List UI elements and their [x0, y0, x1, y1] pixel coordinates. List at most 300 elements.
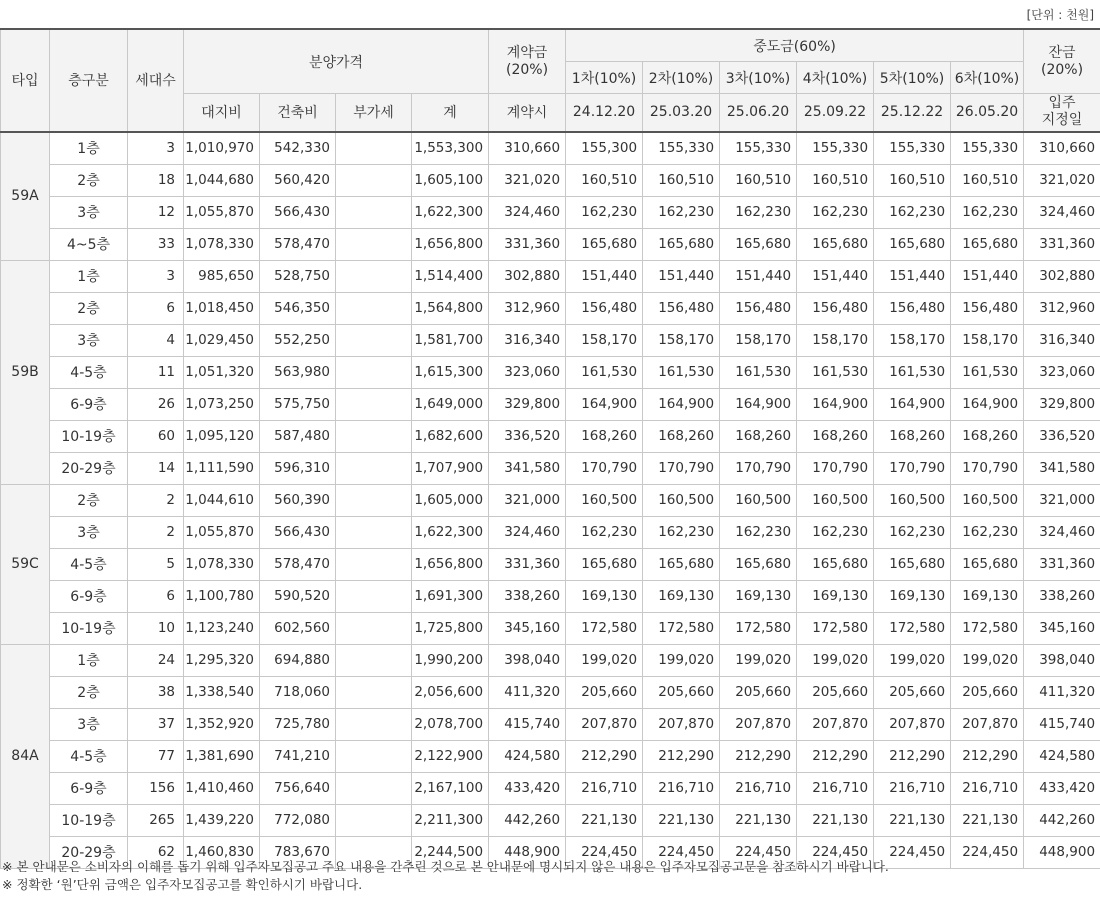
amount-cell: 162,230 [797, 196, 874, 228]
header-type: 타입 [1, 29, 50, 132]
floor-cell: 6-9층 [50, 580, 128, 612]
header-interim-date: 25.09.22 [797, 94, 874, 132]
amount-cell: 155,330 [951, 132, 1024, 165]
amount-cell: 1,029,450 [184, 324, 260, 356]
amount-cell: 312,960 [489, 292, 566, 324]
amount-cell [336, 644, 412, 676]
amount-cell: 207,870 [566, 708, 643, 740]
amount-cell: 164,900 [720, 388, 797, 420]
amount-cell: 162,230 [566, 516, 643, 548]
amount-cell: 323,060 [489, 356, 566, 388]
amount-cell: 221,130 [951, 804, 1024, 836]
amount-cell: 1,111,590 [184, 452, 260, 484]
amount-cell: 1,656,800 [412, 548, 489, 580]
amount-cell: 442,260 [1024, 804, 1100, 836]
units-cell: 265 [128, 804, 184, 836]
amount-cell: 331,360 [489, 228, 566, 260]
header-interim-group: 중도금(60%) [566, 29, 1024, 62]
header-land: 대지비 [184, 94, 260, 132]
units-cell: 77 [128, 740, 184, 772]
table-body [1, 132, 1100, 869]
amount-cell: 205,660 [951, 676, 1024, 708]
amount-cell [336, 676, 412, 708]
amount-cell: 312,960 [1024, 292, 1100, 324]
amount-cell: 160,500 [643, 484, 720, 516]
floor-cell: 4-5층 [50, 740, 128, 772]
header-deposit-line1: 계약금 [506, 44, 548, 61]
header-balance-sub-line2: 지정일 [1041, 112, 1083, 129]
amount-cell: 155,300 [566, 132, 643, 165]
amount-cell: 1,439,220 [184, 804, 260, 836]
amount-cell: 216,710 [566, 772, 643, 804]
amount-cell: 168,260 [951, 420, 1024, 452]
amount-cell: 324,460 [1024, 196, 1100, 228]
amount-cell: 207,870 [951, 708, 1024, 740]
amount-cell [336, 164, 412, 196]
amount-cell: 1,990,200 [412, 644, 489, 676]
amount-cell: 528,750 [260, 260, 336, 292]
amount-cell: 160,510 [643, 164, 720, 196]
amount-cell: 1,725,800 [412, 612, 489, 644]
amount-cell: 165,680 [951, 548, 1024, 580]
floor-cell: 2층 [50, 676, 128, 708]
amount-cell: 169,130 [566, 580, 643, 612]
footnote: ※ 정확한 ‘원’단위 금액은 입주자모집공고를 확인하시기 바랍니다. [2, 877, 363, 892]
header-interim-date: 25.06.20 [720, 94, 797, 132]
amount-cell: 170,790 [720, 452, 797, 484]
amount-cell: 164,900 [951, 388, 1024, 420]
amount-cell: 155,330 [643, 132, 720, 165]
amount-cell: 1,622,300 [412, 196, 489, 228]
amount-cell: 151,440 [951, 260, 1024, 292]
header-interim-date: 25.03.20 [643, 94, 720, 132]
table-row [1, 740, 1100, 772]
amount-cell: 224,450 [874, 836, 951, 868]
amount-cell: 341,580 [1024, 452, 1100, 484]
table-row [1, 228, 1100, 260]
amount-cell: 433,420 [1024, 772, 1100, 804]
amount-cell [336, 388, 412, 420]
amount-cell: 162,230 [951, 196, 1024, 228]
type-cell: 59B [1, 260, 50, 484]
amount-cell: 336,520 [489, 420, 566, 452]
table-row [1, 356, 1100, 388]
amount-cell: 1,078,330 [184, 228, 260, 260]
amount-cell: 1,649,000 [412, 388, 489, 420]
amount-cell: 448,900 [1024, 836, 1100, 868]
header-balance-sub-line1: 입주 [1048, 95, 1076, 112]
amount-cell: 151,440 [874, 260, 951, 292]
amount-cell: 212,290 [643, 740, 720, 772]
amount-cell: 158,170 [720, 324, 797, 356]
amount-cell: 224,450 [951, 836, 1024, 868]
amount-cell: 221,130 [797, 804, 874, 836]
amount-cell: 345,160 [489, 612, 566, 644]
floor-cell: 1층 [50, 132, 128, 165]
floor-cell: 4~5층 [50, 228, 128, 260]
amount-cell: 596,310 [260, 452, 336, 484]
amount-cell: 199,020 [874, 644, 951, 676]
amount-cell: 2,211,300 [412, 804, 489, 836]
amount-cell: 199,020 [566, 644, 643, 676]
table-row [1, 324, 1100, 356]
type-cell: 84A [1, 644, 50, 868]
type-cell: 59A [1, 132, 50, 261]
amount-cell: 151,440 [797, 260, 874, 292]
amount-cell: 207,870 [720, 708, 797, 740]
units-cell: 10 [128, 612, 184, 644]
header-building: 건축비 [260, 94, 336, 132]
table-row [1, 292, 1100, 324]
amount-cell: 224,450 [797, 836, 874, 868]
amount-cell: 321,020 [489, 164, 566, 196]
amount-cell: 321,000 [489, 484, 566, 516]
amount-cell: 323,060 [1024, 356, 1100, 388]
amount-cell [336, 548, 412, 580]
amount-cell: 1,553,300 [412, 132, 489, 165]
amount-cell: 331,360 [489, 548, 566, 580]
unit-label: [단위 : 천원] [1026, 8, 1094, 22]
amount-cell: 156,480 [643, 292, 720, 324]
amount-cell: 2,244,500 [412, 836, 489, 868]
amount-cell: 1,707,900 [412, 452, 489, 484]
amount-cell: 212,290 [797, 740, 874, 772]
amount-cell: 587,480 [260, 420, 336, 452]
units-cell: 6 [128, 292, 184, 324]
amount-cell: 165,680 [566, 228, 643, 260]
amount-cell: 170,790 [643, 452, 720, 484]
table-row [1, 452, 1100, 484]
header-price-group: 분양가격 [184, 29, 489, 94]
amount-cell: 216,710 [951, 772, 1024, 804]
amount-cell: 566,430 [260, 196, 336, 228]
amount-cell: 783,670 [260, 836, 336, 868]
footnotes [2, 858, 889, 894]
amount-cell: 324,460 [489, 516, 566, 548]
amount-cell: 725,780 [260, 708, 336, 740]
amount-cell: 1,622,300 [412, 516, 489, 548]
floor-cell: 2층 [50, 292, 128, 324]
table-row [1, 516, 1100, 548]
amount-cell: 221,130 [566, 804, 643, 836]
amount-cell: 321,000 [1024, 484, 1100, 516]
amount-cell: 424,580 [1024, 740, 1100, 772]
amount-cell: 221,130 [720, 804, 797, 836]
amount-cell: 448,900 [489, 836, 566, 868]
floor-cell: 3층 [50, 324, 128, 356]
amount-cell: 160,500 [720, 484, 797, 516]
units-cell: 11 [128, 356, 184, 388]
header-balance-line1: 잔금 [1048, 44, 1076, 61]
floor-cell: 20-29층 [50, 836, 128, 868]
table-row [1, 420, 1100, 452]
amount-cell: 172,580 [720, 612, 797, 644]
amount-cell: 162,230 [720, 516, 797, 548]
amount-cell: 169,130 [643, 580, 720, 612]
amount-cell: 221,130 [874, 804, 951, 836]
units-cell: 5 [128, 548, 184, 580]
table-row [1, 612, 1100, 644]
amount-cell: 158,170 [951, 324, 1024, 356]
floor-cell: 10-19층 [50, 804, 128, 836]
floor-cell: 4-5층 [50, 356, 128, 388]
amount-cell: 164,900 [643, 388, 720, 420]
amount-cell: 2,056,600 [412, 676, 489, 708]
units-cell: 2 [128, 516, 184, 548]
header-deposit-sub: 계약시 [489, 94, 566, 132]
floor-cell: 1층 [50, 260, 128, 292]
amount-cell: 162,230 [720, 196, 797, 228]
amount-cell [336, 804, 412, 836]
amount-cell: 224,450 [566, 836, 643, 868]
amount-cell: 341,580 [489, 452, 566, 484]
amount-cell: 212,290 [874, 740, 951, 772]
amount-cell: 302,880 [1024, 260, 1100, 292]
units-cell: 3 [128, 260, 184, 292]
units-cell: 4 [128, 324, 184, 356]
units-cell: 2 [128, 484, 184, 516]
amount-cell: 161,530 [951, 356, 1024, 388]
amount-cell: 156,480 [566, 292, 643, 324]
amount-cell: 161,530 [874, 356, 951, 388]
amount-cell [336, 196, 412, 228]
amount-cell: 169,130 [797, 580, 874, 612]
amount-cell [336, 356, 412, 388]
amount-cell: 772,080 [260, 804, 336, 836]
table-row [1, 804, 1100, 836]
header-interim-round: 2차(10%) [643, 62, 720, 94]
amount-cell: 207,870 [643, 708, 720, 740]
amount-cell: 160,510 [951, 164, 1024, 196]
table-header [1, 29, 1100, 132]
amount-cell: 1,295,320 [184, 644, 260, 676]
amount-cell: 212,290 [566, 740, 643, 772]
amount-cell: 168,260 [566, 420, 643, 452]
table-row [1, 580, 1100, 612]
amount-cell: 216,710 [643, 772, 720, 804]
amount-cell: 324,460 [1024, 516, 1100, 548]
amount-cell: 985,650 [184, 260, 260, 292]
amount-cell: 161,530 [566, 356, 643, 388]
amount-cell: 160,510 [797, 164, 874, 196]
amount-cell: 1,682,600 [412, 420, 489, 452]
amount-cell: 1,410,460 [184, 772, 260, 804]
floor-cell: 6-9층 [50, 388, 128, 420]
amount-cell: 2,167,100 [412, 772, 489, 804]
floor-cell: 3층 [50, 196, 128, 228]
amount-cell: 216,710 [720, 772, 797, 804]
amount-cell: 1,095,120 [184, 420, 260, 452]
amount-cell: 578,470 [260, 228, 336, 260]
table-row [1, 132, 1100, 165]
amount-cell: 1,073,250 [184, 388, 260, 420]
amount-cell: 338,260 [1024, 580, 1100, 612]
amount-cell: 165,680 [566, 548, 643, 580]
amount-cell [336, 484, 412, 516]
amount-cell: 741,210 [260, 740, 336, 772]
amount-cell: 2,122,900 [412, 740, 489, 772]
amount-cell: 1,564,800 [412, 292, 489, 324]
amount-cell [336, 420, 412, 452]
amount-cell: 162,230 [874, 196, 951, 228]
amount-cell: 415,740 [1024, 708, 1100, 740]
amount-cell: 694,880 [260, 644, 336, 676]
amount-cell: 169,130 [720, 580, 797, 612]
units-cell: 14 [128, 452, 184, 484]
amount-cell: 165,680 [951, 228, 1024, 260]
amount-cell: 170,790 [951, 452, 1024, 484]
amount-cell: 205,660 [643, 676, 720, 708]
amount-cell: 160,510 [874, 164, 951, 196]
amount-cell: 1,615,300 [412, 356, 489, 388]
amount-cell: 398,040 [1024, 644, 1100, 676]
amount-cell: 216,710 [874, 772, 951, 804]
amount-cell: 172,580 [797, 612, 874, 644]
amount-cell: 1,055,870 [184, 196, 260, 228]
amount-cell: 1,656,800 [412, 228, 489, 260]
amount-cell: 156,480 [951, 292, 1024, 324]
amount-cell [336, 580, 412, 612]
amount-cell: 162,230 [643, 196, 720, 228]
amount-cell: 165,680 [720, 228, 797, 260]
amount-cell: 563,980 [260, 356, 336, 388]
amount-cell: 433,420 [489, 772, 566, 804]
amount-cell: 155,330 [797, 132, 874, 165]
floor-cell: 20-29층 [50, 452, 128, 484]
amount-cell [336, 260, 412, 292]
amount-cell: 165,680 [643, 228, 720, 260]
floor-cell: 10-19층 [50, 420, 128, 452]
amount-cell: 205,660 [720, 676, 797, 708]
amount-cell: 224,450 [720, 836, 797, 868]
amount-cell: 172,580 [566, 612, 643, 644]
amount-cell: 224,450 [643, 836, 720, 868]
floor-cell: 2층 [50, 484, 128, 516]
amount-cell: 160,500 [566, 484, 643, 516]
floor-cell: 1층 [50, 644, 128, 676]
amount-cell: 1,338,540 [184, 676, 260, 708]
header-balance [1024, 29, 1100, 94]
amount-cell: 411,320 [489, 676, 566, 708]
amount-cell: 310,660 [489, 132, 566, 165]
units-cell: 60 [128, 420, 184, 452]
amount-cell: 1,051,320 [184, 356, 260, 388]
floor-cell: 2층 [50, 164, 128, 196]
amount-cell: 172,580 [874, 612, 951, 644]
amount-cell: 560,420 [260, 164, 336, 196]
amount-cell: 165,680 [874, 228, 951, 260]
amount-cell: 2,078,700 [412, 708, 489, 740]
amount-cell: 542,330 [260, 132, 336, 165]
amount-cell: 151,440 [720, 260, 797, 292]
amount-cell: 310,660 [1024, 132, 1100, 165]
amount-cell: 718,060 [260, 676, 336, 708]
amount-cell: 199,020 [720, 644, 797, 676]
amount-cell: 212,290 [720, 740, 797, 772]
units-cell: 33 [128, 228, 184, 260]
header-interim-round: 5차(10%) [874, 62, 951, 94]
amount-cell: 411,320 [1024, 676, 1100, 708]
table-row [1, 484, 1100, 516]
amount-cell: 161,530 [797, 356, 874, 388]
amount-cell: 398,040 [489, 644, 566, 676]
amount-cell: 162,230 [643, 516, 720, 548]
amount-cell: 578,470 [260, 548, 336, 580]
table-row [1, 164, 1100, 196]
header-floor: 층구분 [50, 29, 128, 132]
amount-cell [336, 324, 412, 356]
amount-cell: 172,580 [643, 612, 720, 644]
table-row [1, 388, 1100, 420]
header-interim-round: 1차(10%) [566, 62, 643, 94]
amount-cell: 155,330 [720, 132, 797, 165]
amount-cell: 756,640 [260, 772, 336, 804]
amount-cell: 1,352,920 [184, 708, 260, 740]
table-row [1, 548, 1100, 580]
amount-cell: 165,680 [643, 548, 720, 580]
amount-cell: 316,340 [489, 324, 566, 356]
header-interim-date: 26.05.20 [951, 94, 1024, 132]
units-cell: 156 [128, 772, 184, 804]
units-cell: 62 [128, 836, 184, 868]
amount-cell [336, 740, 412, 772]
amount-cell [336, 516, 412, 548]
amount-cell: 1,381,690 [184, 740, 260, 772]
amount-cell: 329,800 [489, 388, 566, 420]
units-cell: 18 [128, 164, 184, 196]
amount-cell: 151,440 [643, 260, 720, 292]
amount-cell [336, 292, 412, 324]
amount-cell: 1,010,970 [184, 132, 260, 165]
amount-cell: 160,500 [951, 484, 1024, 516]
amount-cell [336, 228, 412, 260]
amount-cell: 164,900 [874, 388, 951, 420]
floor-cell: 3층 [50, 708, 128, 740]
header-units: 세대수 [128, 29, 184, 132]
floor-cell: 4-5층 [50, 548, 128, 580]
table-row [1, 708, 1100, 740]
amount-cell: 1,018,450 [184, 292, 260, 324]
amount-cell: 169,130 [951, 580, 1024, 612]
units-cell: 3 [128, 132, 184, 165]
amount-cell: 170,790 [797, 452, 874, 484]
amount-cell: 158,170 [797, 324, 874, 356]
amount-cell: 345,160 [1024, 612, 1100, 644]
amount-cell: 156,480 [874, 292, 951, 324]
header-vat: 부가세 [336, 94, 412, 132]
header-interim-date: 24.12.20 [566, 94, 643, 132]
header-interim-round: 4차(10%) [797, 62, 874, 94]
amount-cell: 158,170 [566, 324, 643, 356]
amount-cell: 160,500 [874, 484, 951, 516]
amount-cell: 164,900 [566, 388, 643, 420]
amount-cell: 321,020 [1024, 164, 1100, 196]
amount-cell: 156,480 [797, 292, 874, 324]
amount-cell: 415,740 [489, 708, 566, 740]
table-row [1, 644, 1100, 676]
amount-cell: 424,580 [489, 740, 566, 772]
amount-cell: 442,260 [489, 804, 566, 836]
amount-cell: 151,440 [566, 260, 643, 292]
amount-cell: 1,605,000 [412, 484, 489, 516]
amount-cell: 205,660 [797, 676, 874, 708]
amount-cell: 172,580 [951, 612, 1024, 644]
amount-cell: 168,260 [874, 420, 951, 452]
amount-cell: 160,500 [797, 484, 874, 516]
floor-cell: 6-9층 [50, 772, 128, 804]
amount-cell: 552,250 [260, 324, 336, 356]
header-deposit [489, 29, 566, 94]
